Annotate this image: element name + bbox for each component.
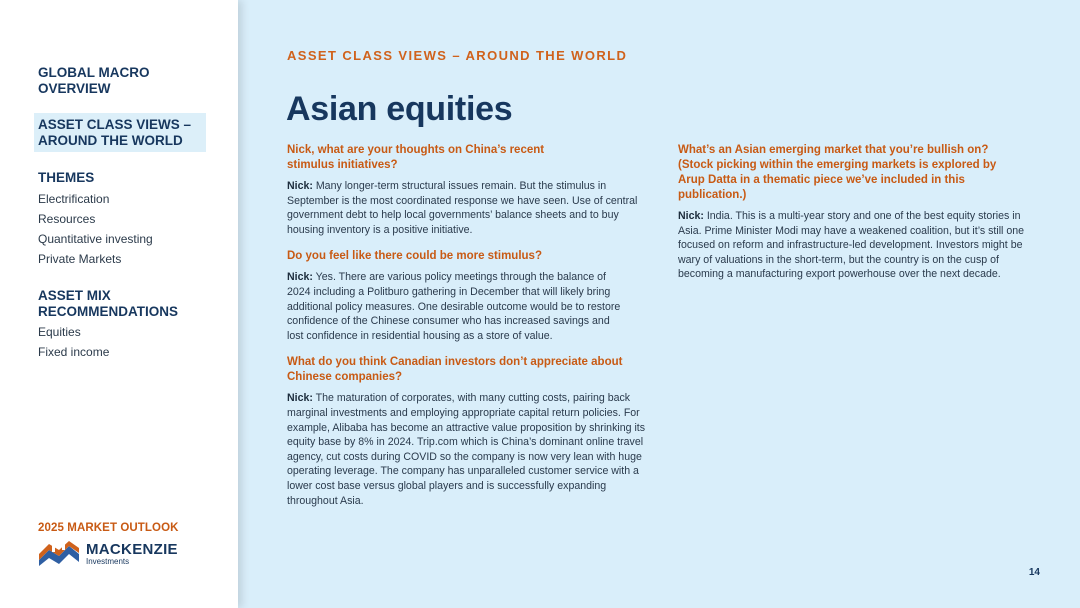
question-text: What’s an Asian emerging market that you’re bullish on? (Stock picking within the emerging markets is explored by Arup Datta in a thematic piece we’ve included in this publication.) xyxy=(678,144,997,201)
answer-text xyxy=(287,179,649,237)
speaker-label: Nick: xyxy=(287,180,313,192)
answer-text xyxy=(287,391,649,508)
section-eyebrow: ASSET CLASS VIEWS – AROUND THE WORLD xyxy=(287,48,628,63)
logo-subtitle: Investments xyxy=(86,557,130,566)
answer-text xyxy=(678,209,1040,282)
nav-item-equities[interactable]: Equities xyxy=(38,325,81,339)
qa-block-asian-emerging-market xyxy=(678,143,1040,282)
nav-item-quantitative-investing[interactable]: Quantitative investing xyxy=(38,232,153,246)
nav-themes[interactable]: THEMES xyxy=(38,170,95,185)
right-column xyxy=(678,143,1040,282)
nav-asset-class-views[interactable]: ASSET CLASS VIEWS – AROUND THE WORLD xyxy=(34,113,206,152)
nav-item-private-markets[interactable]: Private Markets xyxy=(38,252,122,266)
page-number: 14 xyxy=(1028,567,1040,578)
answer-body: Many longer-term structural issues remain. But the stimulus in September is the most coordinated response we have seen. Use of central government debt to help local governments’ balance sheets and to buy housing inventory is a positive initiative. xyxy=(287,180,638,236)
question-text: What do you think Canadian investors don’t appreciate about Chinese companies? xyxy=(287,356,623,384)
page-title: Asian equities xyxy=(286,90,513,128)
logo-name: MACKENZIE xyxy=(86,541,178,558)
answer-body: India. This is a multi-year story and one of the best equity stories in Asia. Prime Minister Modi may have a weakened coalition, but it’s still one focused on reform and infrastructure-led development. Investors might be wary of valuations in the short-term, but the country is on the cusp of becoming a manufacturing export powerhouse over the next decade. xyxy=(678,210,1025,281)
mackenzie-logo xyxy=(38,540,178,568)
mackenzie-logo-icon xyxy=(38,540,80,568)
answer-body: Yes. There are various policy meetings through the balance of 2024 including a Politburo gathering in December that will likely bring additional policy measures. One desirable outcome would be to restore confidence of the Chinese consumer who has increased savings and lost confidence in residential housing as a store of value. xyxy=(287,271,621,342)
question-text: Nick, what are your thoughts on China’s recent stimulus initiatives? xyxy=(287,144,545,171)
speaker-label: Nick: xyxy=(287,271,313,284)
question-text: Do you feel like there could be more stimulus? xyxy=(287,250,542,263)
market-outlook-label: 2025 MARKET OUTLOOK xyxy=(38,522,179,534)
nav-global-macro[interactable]: GLOBAL MACRO OVERVIEW xyxy=(38,65,150,96)
speaker-label: Nick: xyxy=(287,392,313,405)
answer-text xyxy=(287,270,627,343)
nav-item-electrification[interactable]: Electrification xyxy=(38,192,110,206)
nav-asset-mix[interactable]: ASSET MIX RECOMMENDATIONS xyxy=(38,288,178,319)
qa-block-more-stimulus xyxy=(287,249,649,343)
qa-block-canadian-investors xyxy=(287,355,649,508)
left-column xyxy=(287,143,649,508)
nav-item-fixed-income[interactable]: Fixed income xyxy=(38,345,110,359)
sidebar-nav xyxy=(0,0,238,608)
nav-item-resources[interactable]: Resources xyxy=(38,212,96,226)
qa-block-china-stimulus xyxy=(287,143,649,237)
answer-body: The maturation of corporates, with many cutting costs, pairing back marginal investments and employing appropriate capital return policies. For example, Alibaba has become an attractive value proposition by shrinking its equity base by 8% in 2024. Trip.com which is China’s dominant online travel agency, cut costs during COVID so the company is now very lean with huge operating leverage. The company has unparalleled customer service with a lower cost base versus global players and is successfully expanding throughout Asia. xyxy=(287,392,646,507)
speaker-label: Nick: xyxy=(678,210,704,222)
